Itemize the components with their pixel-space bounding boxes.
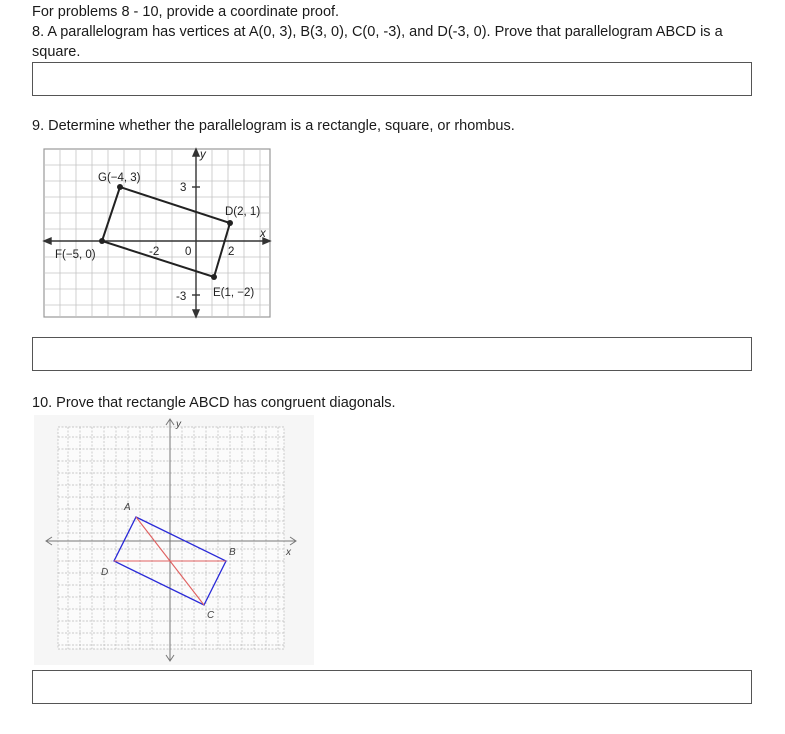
problem-8-text-line1: 8. A parallelogram has vertices at A(0, 3), B(3, 0), C(0, -3), and D(-3, 0). Prove that parallelogram ABCD is a	[32, 24, 723, 40]
label-C: C	[207, 610, 215, 621]
label-B: B	[229, 547, 236, 558]
tick-label-neg3: -3	[176, 291, 187, 303]
problem-10-graph	[34, 415, 314, 665]
tick-label-0: 0	[185, 246, 192, 258]
vertex-G	[117, 184, 123, 190]
problem-10-text: 10. Prove that rectangle ABCD has congruent diagonals.	[32, 395, 396, 411]
axis-label-x: x	[286, 547, 291, 558]
label-E: E(1, −2)	[213, 287, 255, 299]
problem-8-answer-box[interactable]	[32, 62, 752, 96]
tick-label-3: 3	[180, 182, 187, 194]
label-D: D(2, 1)	[225, 206, 261, 218]
axis-label-x: x	[260, 228, 266, 240]
tick-label-2: 2	[228, 246, 235, 258]
vertex-F	[99, 238, 105, 244]
label-G: G(−4, 3)	[98, 172, 141, 184]
vertex-D	[227, 220, 233, 226]
tick-label-neg2: -2	[149, 246, 160, 258]
axis-label-y: y	[200, 149, 206, 161]
label-A: A	[124, 502, 131, 513]
axis-label-y: y	[176, 419, 181, 430]
problem-9-answer-box[interactable]	[32, 337, 752, 371]
vertex-E	[211, 274, 217, 280]
problem-10-answer-box[interactable]	[32, 670, 752, 704]
label-F: F(−5, 0)	[55, 249, 96, 261]
problem-9-graph	[42, 147, 272, 319]
problem-8-text-line2: square.	[32, 44, 81, 60]
problem-9-text: 9. Determine whether the parallelogram is a rectangle, square, or rhombus.	[32, 118, 515, 134]
graph-grid	[58, 427, 284, 649]
label-D: D	[101, 567, 109, 578]
instructions: For problems 8 - 10, provide a coordinate proof.	[32, 4, 340, 20]
